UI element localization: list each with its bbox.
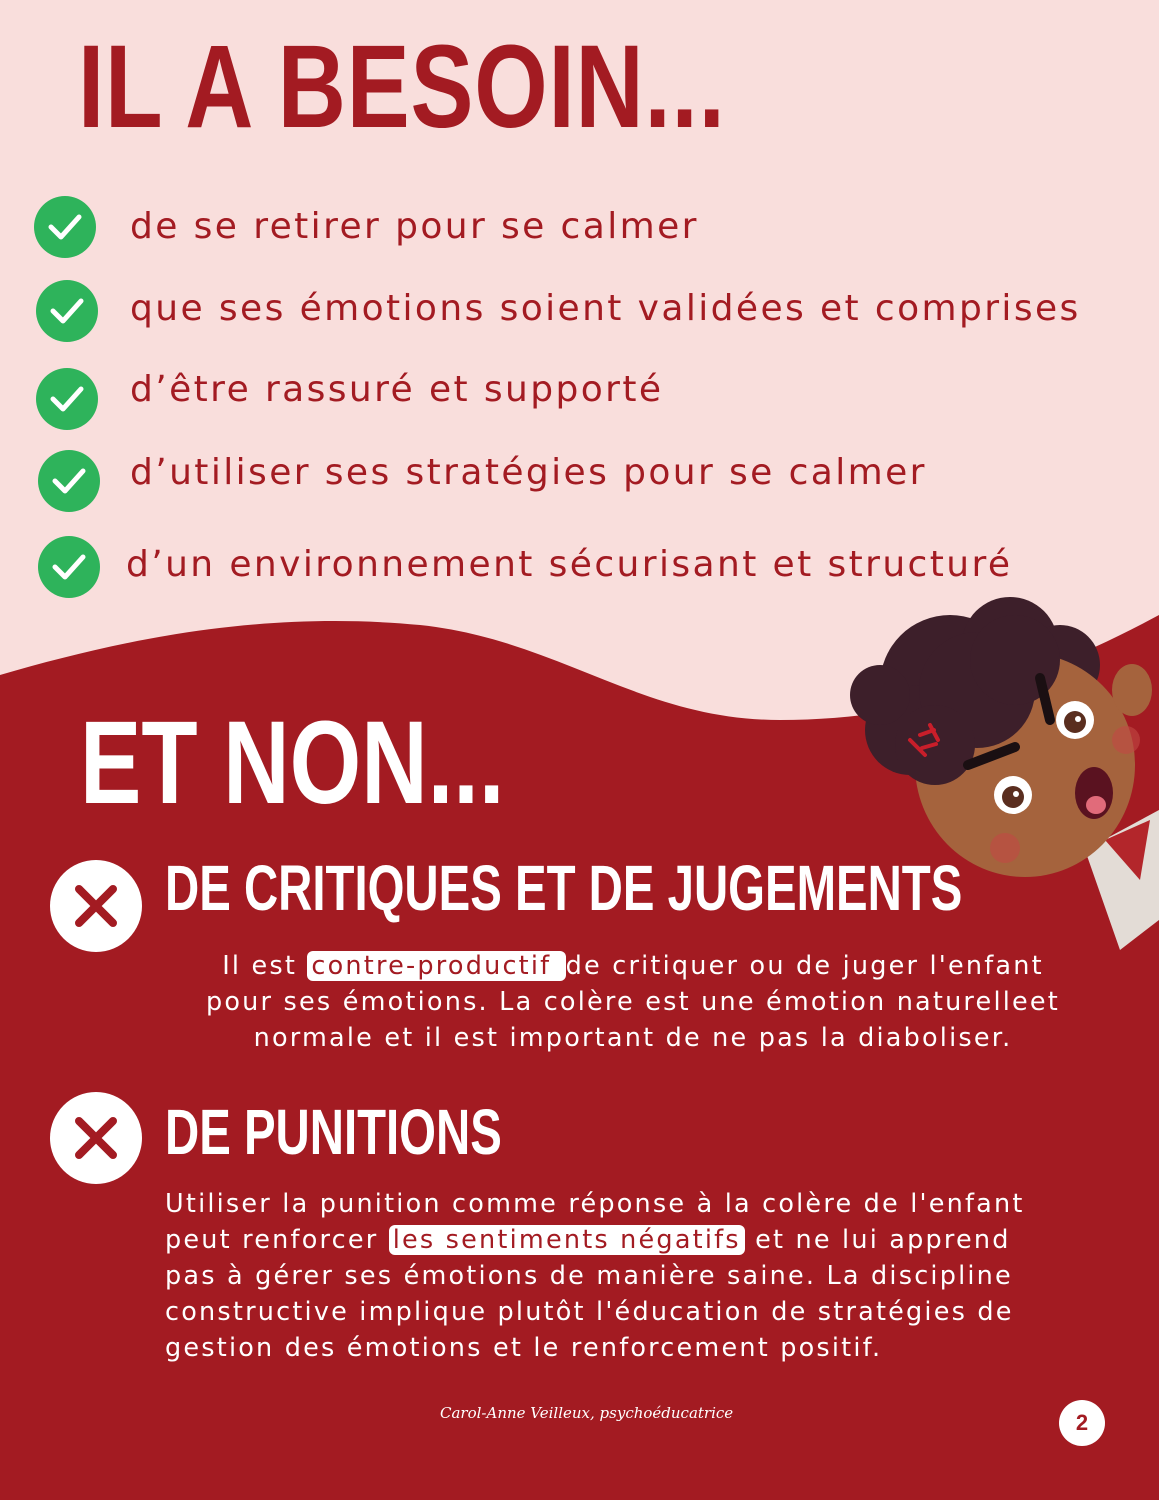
check-icon: [36, 368, 98, 430]
x-icon: [50, 860, 142, 952]
check-icon: [34, 196, 96, 258]
check-icon: [38, 450, 100, 512]
paragraph-line: gestion des émotions et le renforcement positif.: [165, 1333, 883, 1363]
need-label: de se retirer pour se calmer: [130, 206, 699, 247]
check-icon: [36, 280, 98, 342]
need-label: d’utiliser ses stratégies pour se calmer: [130, 452, 927, 493]
need-label: d’un environnement sécurisant et structuré: [126, 544, 1013, 585]
item-paragraph: [138, 948, 1128, 1056]
text-span: peut renforcer: [165, 1225, 389, 1255]
paragraph-line: constructive implique plutôt l'éducation de stratégies de: [165, 1297, 1014, 1327]
item-heading: DE CRITIQUES ET DE JUGEMENTS: [165, 852, 963, 924]
paragraph-line: Utiliser la punition comme réponse à la colère de l'enfant: [165, 1189, 1025, 1219]
item-paragraph: [165, 1186, 1125, 1366]
paragraph-line: pour ses émotions. La colère est une émotion naturelleet: [205, 987, 1060, 1017]
text-span: Il est: [222, 951, 308, 981]
paragraph-line: [138, 948, 1128, 984]
item-heading: DE PUNITIONS: [165, 1096, 502, 1168]
need-label: d’être rassuré et supporté: [130, 369, 664, 410]
x-icon: [50, 1092, 142, 1184]
check-icon: [38, 536, 100, 598]
paragraph-line: normale et il est important de ne pas la diaboliser.: [253, 1023, 1013, 1053]
page-number: 2: [1059, 1400, 1105, 1446]
paragraph-line: pas à gérer ses émotions de manière saine. La discipline: [165, 1261, 1013, 1291]
author-signature: Carol-Anne Veilleux, psychoéducatrice: [440, 1404, 734, 1422]
need-label: que ses émotions soient validées et comprises: [130, 288, 1081, 329]
paragraph-line: [165, 1222, 1125, 1258]
highlight-text: les sentiments négatifs: [389, 1225, 745, 1255]
text-span: et ne lui apprend: [744, 1225, 1011, 1255]
text-span: de critiquer ou de juger l'enfant: [565, 951, 1044, 981]
page-title: IL A BESOIN...: [78, 21, 726, 153]
highlight-text: contre-productif: [307, 951, 565, 981]
not-section-title: ET NON...: [80, 697, 505, 829]
